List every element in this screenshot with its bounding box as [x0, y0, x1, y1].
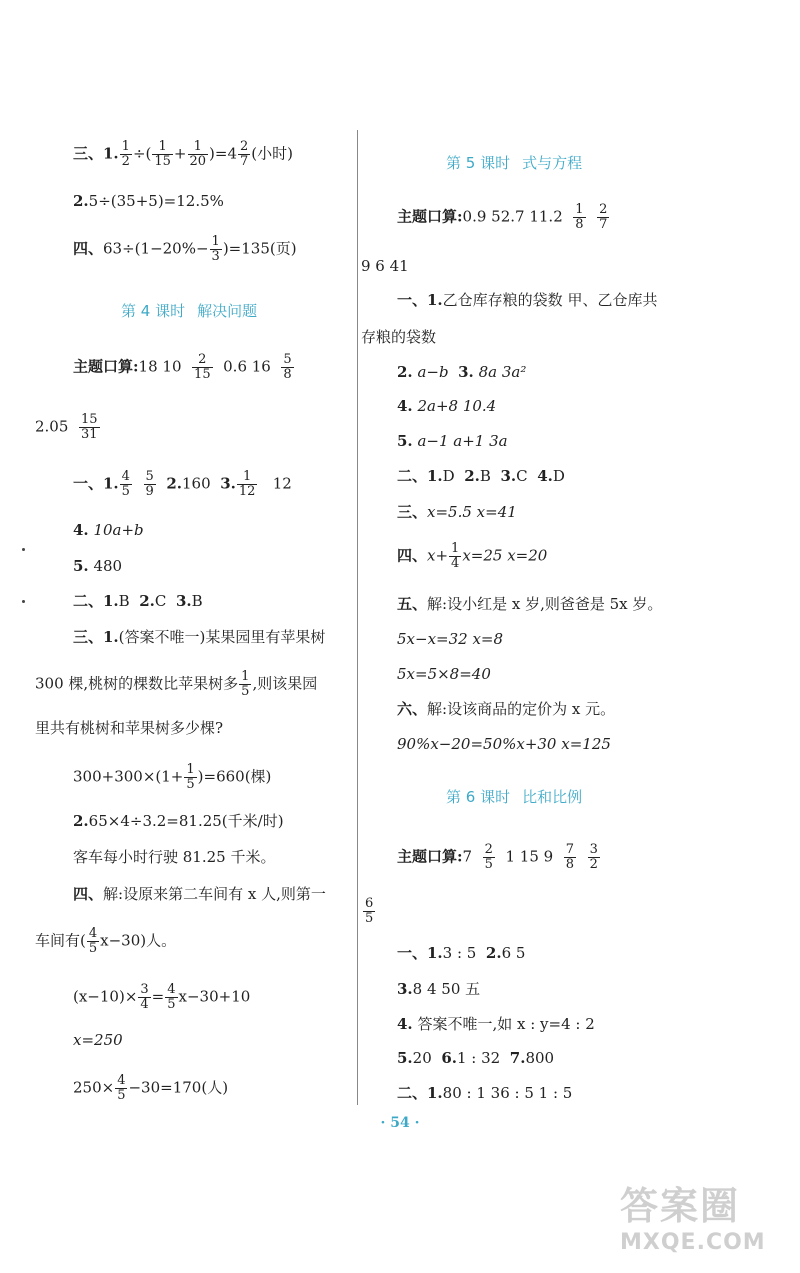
left-line-15: 客车每小时行驶 81.25 千米。 — [73, 848, 276, 866]
right-line-16: 主题口算:7 $\frac{2}{5}$ 1 15 9 $\frac{7}{8}$ $\frac{3}{2}$ — [397, 842, 598, 872]
right-line-19: 3.8 4 50 五 — [397, 980, 481, 998]
margin-dot — [22, 600, 25, 603]
left-line-20: 250× $\frac{4}{5}$ −30=170(人) — [73, 1073, 229, 1103]
watermark-logo — [620, 1175, 790, 1265]
column-divider — [357, 130, 358, 1105]
right-line-22: 二、1.80 : 1 36 : 5 1 : 5 — [397, 1084, 573, 1102]
margin-dot — [22, 548, 25, 551]
page-number: · 54 · — [380, 1115, 420, 1131]
left-line-11: 300 棵,桃树的棵数比苹果树多 $\frac{1}{5}$ ,则该果园 — [35, 669, 318, 699]
section-heading-5: 第 5 课时 式与方程 — [446, 154, 583, 172]
left-line-18: (x−10)× $\frac{3}{4}$ = $\frac{4}{5}$ x−30+10 — [73, 982, 251, 1012]
right-line-9: 三、x=5.5 x=41 — [397, 503, 517, 521]
left-line-17: 车间有( $\frac{4}{5}$ x−30)人。 — [35, 926, 177, 956]
right-line-17: $\frac{6}{5}$ — [365, 896, 374, 926]
right-line-21: 5.20 6.1 : 32 7.800 — [397, 1049, 555, 1067]
right-line-4: 存粮的袋数 — [361, 328, 437, 346]
watermark-text-top: 答案圈 — [620, 1184, 741, 1228]
left-line-12: 里共有桃树和苹果树多少棵? — [35, 719, 224, 737]
right-line-20: 4. 答案不唯一,如 x : y=4 : 2 — [397, 1015, 595, 1033]
right-line-10: 四、x+ $\frac{1}{4}$ x=25 x=20 — [397, 541, 548, 571]
left-line-13: 300+300×(1+ $\frac{1}{5}$ )=660(棵) — [73, 762, 272, 792]
left-line-19: x=250 — [73, 1031, 123, 1049]
right-line-14: 六、解:设该商品的定价为 x 元。 — [397, 700, 616, 718]
watermark-text-bottom: MXQE.COM — [620, 1230, 766, 1255]
right-line-1: 主题口算:0.9 52.7 11.2 $\frac{1}{8}$ $\frac{2}{7}$ — [397, 202, 608, 232]
left-line-14: 2.65×4÷3.2=81.25(千米/时) — [73, 812, 284, 830]
left-line-5: 2.05 $\frac{15}{31}$ — [35, 412, 98, 442]
right-line-8: 二、1.D 2.B 3.C 4.D — [397, 467, 565, 485]
left-line-1: 三、1. $\frac{1}{2}$ ÷( $\frac{1}{15}$ + $\frac{1}{20}$ )=4 $\frac{2}{7}$ (小时) — [73, 139, 294, 169]
right-line-7: 5. a−1 a+1 3a — [397, 432, 508, 450]
right-line-2: 9 6 41 — [361, 257, 409, 275]
right-line-5: 2. a−b 3. 8a 3a² — [397, 363, 527, 381]
right-line-3: 一、1.乙仓库存粮的袋数 甲、乙仓库共 — [397, 291, 658, 309]
section-heading-4: 第 4 课时 解决问题 — [121, 302, 258, 320]
right-line-6: 4. 2a+8 10.4 — [397, 397, 497, 415]
left-line-4: 主题口算:18 10 $\frac{2}{15}$ 0.6 16 $\frac{5}{8}$ — [73, 352, 292, 382]
right-line-13: 5x=5×8=40 — [397, 665, 491, 683]
left-line-7: 4. 10a+b — [73, 521, 144, 539]
left-line-6: 一、1. $\frac{4}{5}$ $\frac{5}{9}$ 2.160 3. $\frac{1}{12}$ 12 — [73, 469, 292, 499]
right-line-18: 一、1.3 : 5 2.6 5 — [397, 944, 526, 962]
section-heading-6: 第 6 课时 比和比例 — [446, 788, 583, 806]
left-line-2: 2.5÷(35+5)=12.5% — [73, 192, 224, 210]
left-line-8: 5. 480 — [73, 557, 123, 575]
left-line-10: 三、1.(答案不唯一)某果园里有苹果树 — [73, 628, 326, 646]
right-line-11: 五、解:设小红是 x 岁,则爸爸是 5x 岁。 — [397, 595, 663, 613]
left-line-3: 四、63÷(1−20%− $\frac{1}{3}$ )=135(页) — [73, 234, 297, 264]
right-line-15: 90%x−20=50%x+30 x=125 — [397, 735, 611, 753]
right-line-12: 5x−x=32 x=8 — [397, 630, 504, 648]
left-line-16: 四、解:设原来第二车间有 x 人,则第一 — [73, 885, 326, 903]
left-line-9: 二、1.B 2.C 3.B — [73, 592, 203, 610]
